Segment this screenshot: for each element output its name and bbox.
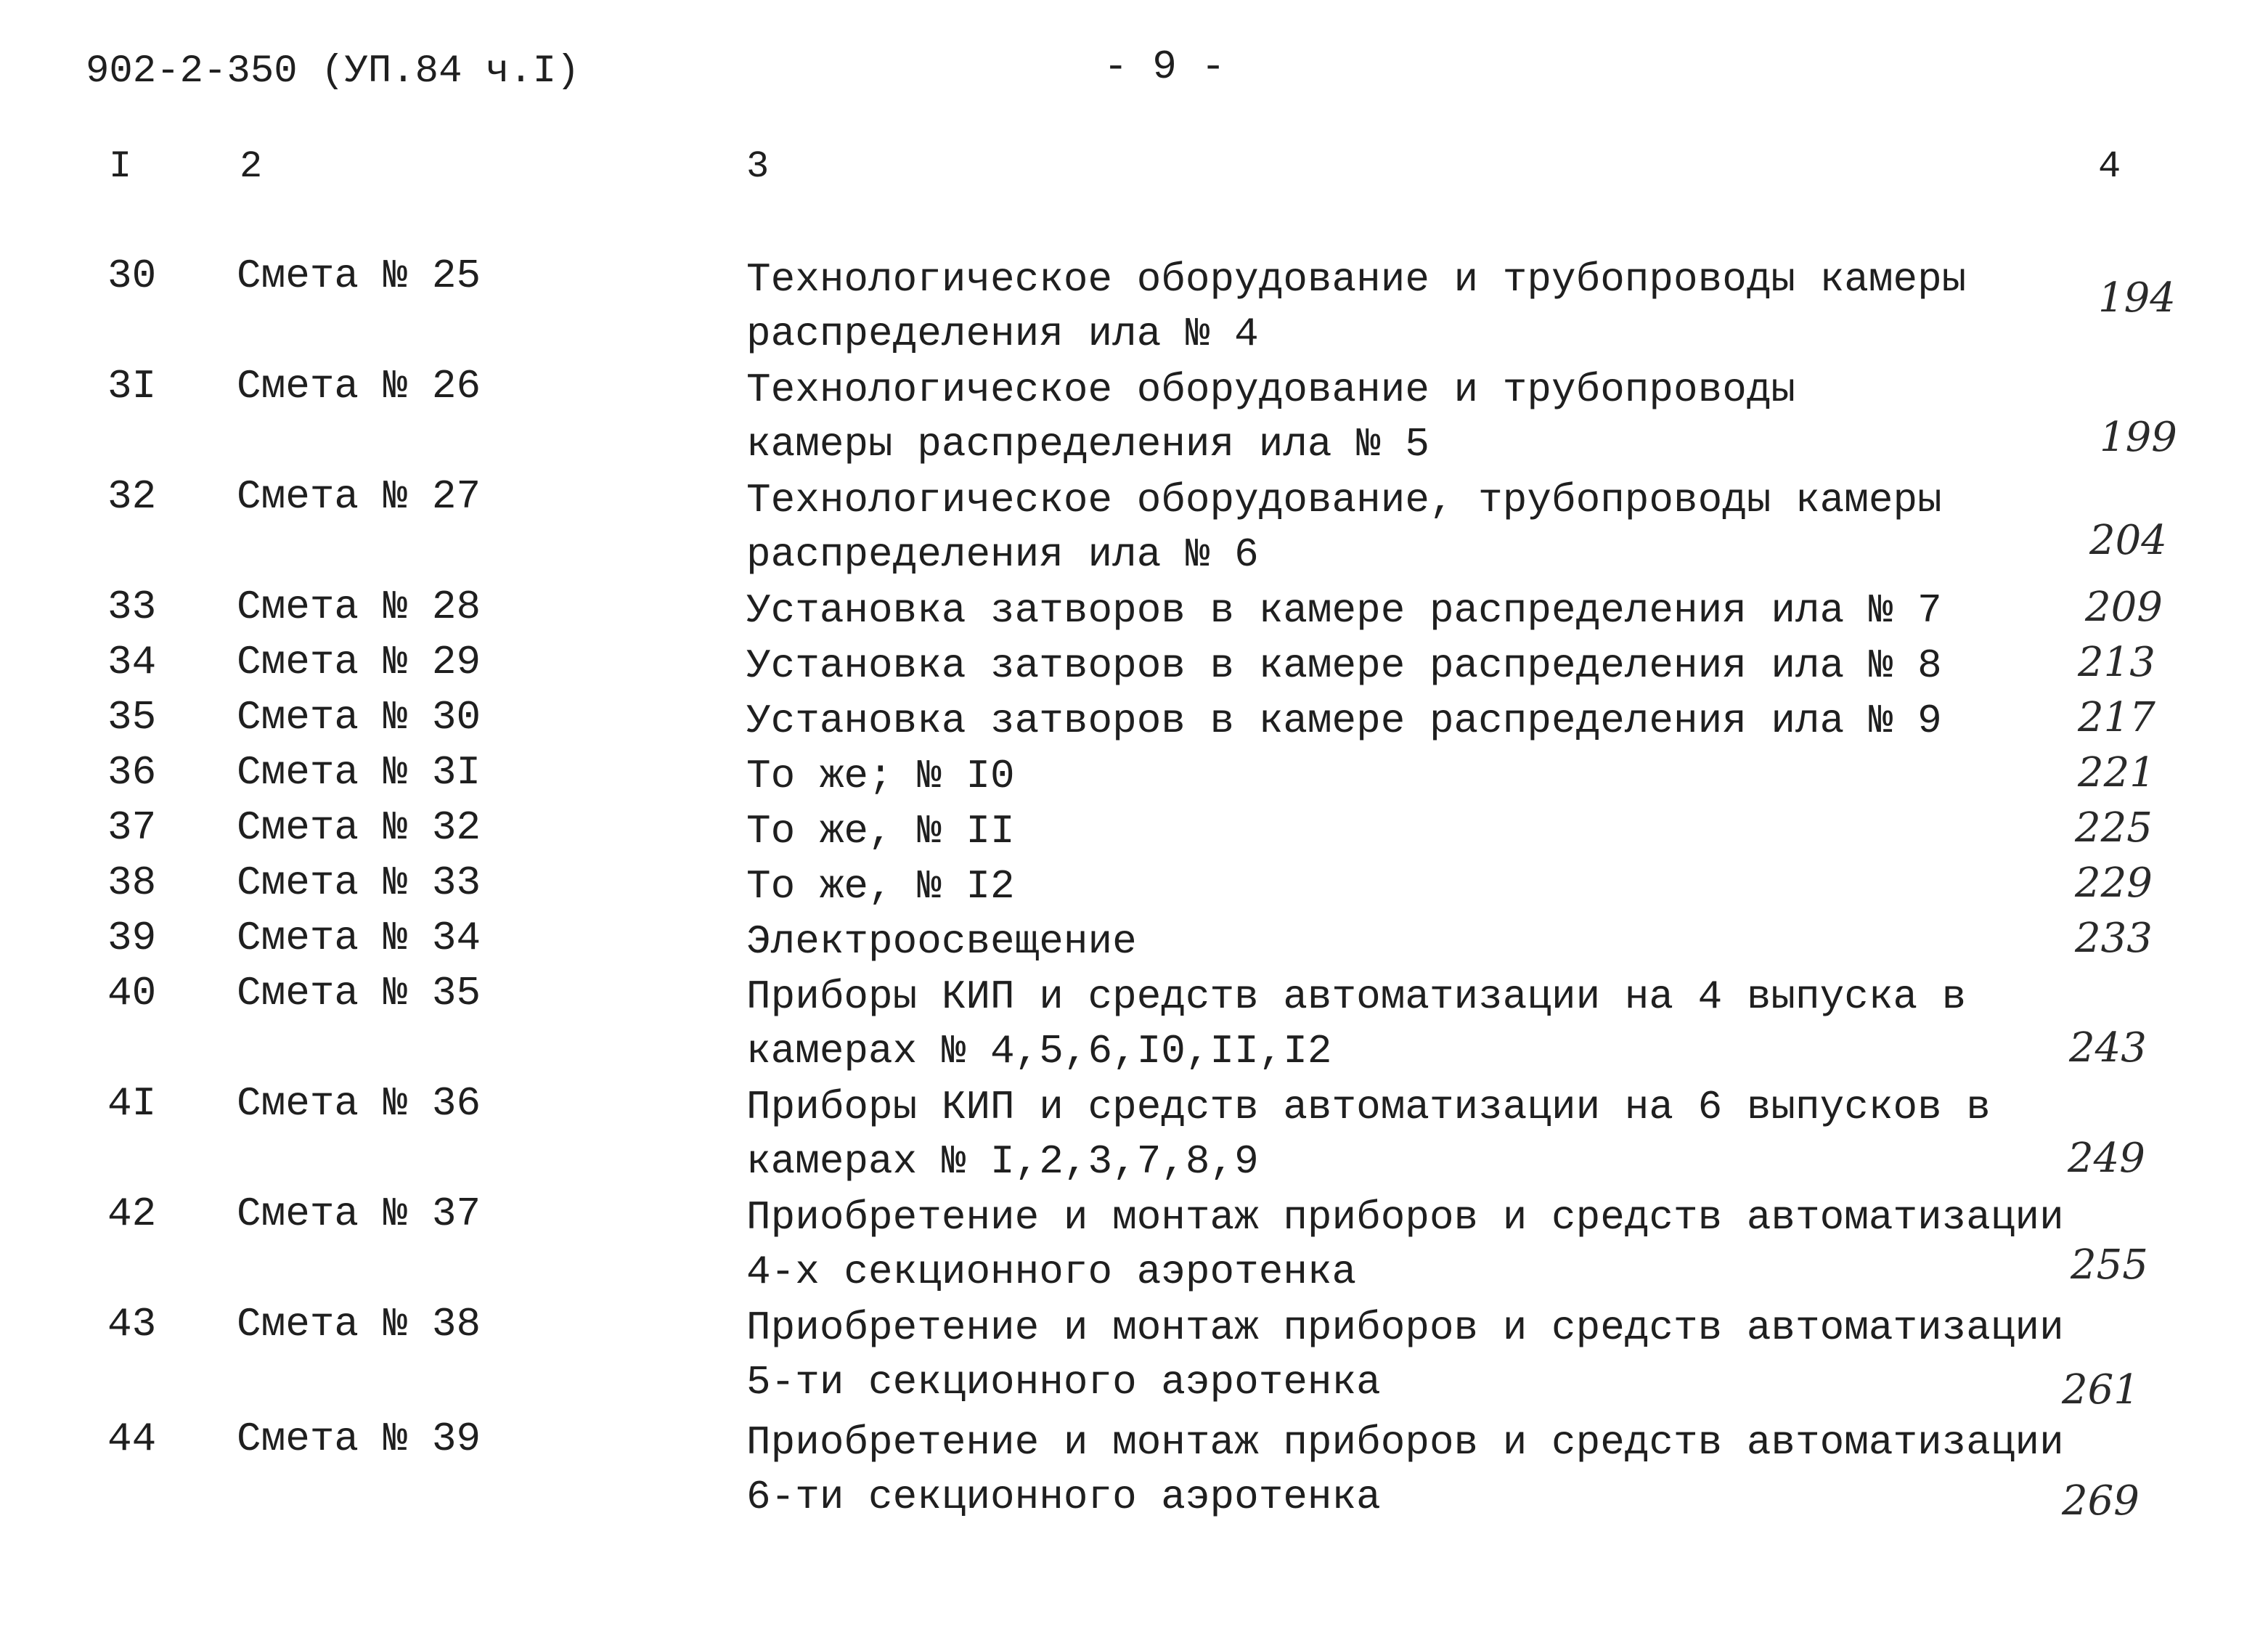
estimate-description xyxy=(746,694,1942,748)
estimate-description xyxy=(746,1191,2064,1300)
estimate-description xyxy=(746,860,1015,914)
estimate-description xyxy=(746,1301,2064,1410)
estimate-description xyxy=(746,639,1942,693)
page-reference: 229 xyxy=(2075,860,2153,907)
description-line: камерах № I,2,3,7,8,9 xyxy=(746,1138,1259,1185)
estimate-ref: Смета № 28 xyxy=(237,584,481,630)
document-code: 902-2-350 (УП.84 ч.I) xyxy=(86,49,580,94)
estimate-description xyxy=(746,1080,1991,1189)
row-number: 34 xyxy=(107,639,157,685)
description-line: распределения ила № 4 xyxy=(746,311,1259,357)
row-number: 30 xyxy=(107,253,157,299)
estimate-ref: Смета № 32 xyxy=(237,804,481,851)
page-reference: 194 xyxy=(2098,274,2176,322)
description-line: Установка затворов в камере распределения ила № 8 xyxy=(746,643,1942,689)
page-reference: 243 xyxy=(2069,1024,2147,1072)
description-line: Приборы КИП и средств автоматизации на 6 выпусков в xyxy=(746,1084,1991,1130)
description-line: 5-ти секционного аэротенка xyxy=(746,1359,1381,1406)
estimate-description xyxy=(746,473,1942,582)
estimate-description xyxy=(746,363,1795,472)
estimate-description xyxy=(746,1416,2064,1525)
column-header-4: 4 xyxy=(2098,145,2121,188)
description-line: Установка затворов в камере распределения ила № 9 xyxy=(746,698,1942,744)
column-header-1: I xyxy=(109,145,132,188)
page-reference: 249 xyxy=(2068,1135,2145,1182)
estimate-ref: Смета № 3I xyxy=(237,749,481,796)
row-number: 37 xyxy=(107,804,157,851)
estimate-description xyxy=(746,970,1966,1079)
description-line: Приборы КИП и средств автоматизации на 4 выпуска в xyxy=(746,974,1967,1020)
estimate-ref: Смета № 33 xyxy=(237,860,481,906)
estimate-ref: Смета № 34 xyxy=(237,915,481,961)
estimate-description xyxy=(746,253,1966,362)
description-line: Приобретение и монтаж приборов и средств автоматизации xyxy=(746,1305,2064,1351)
row-number: 42 xyxy=(107,1191,157,1237)
row-number: 38 xyxy=(107,860,157,906)
row-number: 35 xyxy=(107,694,157,741)
row-number: 32 xyxy=(107,473,157,520)
row-number: 33 xyxy=(107,584,157,630)
page-reference: 269 xyxy=(2062,1477,2139,1525)
estimate-ref: Смета № 30 xyxy=(237,694,481,741)
page-number: - 9 - xyxy=(1104,44,1226,90)
row-number: 43 xyxy=(107,1301,157,1347)
description-line: Приобретение и монтаж приборов и средств автоматизации xyxy=(746,1194,2064,1241)
estimate-ref: Смета № 38 xyxy=(237,1301,481,1347)
estimate-ref: Смета № 35 xyxy=(237,970,481,1016)
page-reference: 255 xyxy=(2071,1241,2148,1289)
column-header-3: 3 xyxy=(746,145,770,188)
row-number: 36 xyxy=(107,749,157,796)
description-line: Технологическое оборудование и трубопроводы камеры xyxy=(746,256,1967,303)
row-number: 44 xyxy=(107,1416,157,1462)
estimate-ref: Смета № 36 xyxy=(237,1080,481,1127)
description-line: Технологическое оборудование, трубопроводы камеры xyxy=(746,477,1942,523)
estimate-description xyxy=(746,584,1942,638)
estimate-ref: Смета № 27 xyxy=(237,473,481,520)
description-line: 6-ти секционного аэротенка xyxy=(746,1474,1381,1520)
page-reference: 233 xyxy=(2075,915,2153,962)
page-reference: 204 xyxy=(2089,517,2167,564)
description-line: распределения ила № 6 xyxy=(746,531,1259,578)
row-number: 4I xyxy=(107,1080,157,1127)
description-line: 4-х секционного аэротенка xyxy=(746,1249,1357,1295)
row-number: 39 xyxy=(107,915,157,961)
page-reference: 225 xyxy=(2075,804,2153,852)
estimate-description xyxy=(746,749,1015,804)
page-reference: 213 xyxy=(2078,639,2155,686)
description-line: Установка затворов в камере распределения ила № 7 xyxy=(746,587,1942,634)
estimate-ref: Смета № 39 xyxy=(237,1416,481,1462)
estimate-description xyxy=(746,915,1137,969)
description-line: Электроосвещение xyxy=(746,918,1137,965)
description-line: То же, № I2 xyxy=(746,863,1015,910)
page-reference: 199 xyxy=(2100,414,2177,461)
description-line: камеры распределения ила № 5 xyxy=(746,421,1429,468)
column-header-2: 2 xyxy=(240,145,263,188)
description-line: То же, № II xyxy=(746,808,1015,854)
row-number: 40 xyxy=(107,970,157,1016)
page-reference: 221 xyxy=(2078,749,2155,796)
page-reference: 209 xyxy=(2085,584,2163,631)
description-line: камерах № 4,5,6,I0,II,I2 xyxy=(746,1028,1332,1074)
estimate-ref: Смета № 29 xyxy=(237,639,481,685)
row-number: 3I xyxy=(107,363,157,409)
page-reference: 217 xyxy=(2078,694,2155,741)
description-line: То же; № I0 xyxy=(746,753,1015,799)
estimate-ref: Смета № 37 xyxy=(237,1191,481,1237)
estimate-description xyxy=(746,804,1015,859)
description-line: Технологическое оборудование и трубопроводы xyxy=(746,367,1796,413)
estimate-ref: Смета № 26 xyxy=(237,363,481,409)
estimate-ref: Смета № 25 xyxy=(237,253,481,299)
page-reference: 261 xyxy=(2062,1366,2139,1414)
description-line: Приобретение и монтаж приборов и средств автоматизации xyxy=(746,1419,2064,1466)
